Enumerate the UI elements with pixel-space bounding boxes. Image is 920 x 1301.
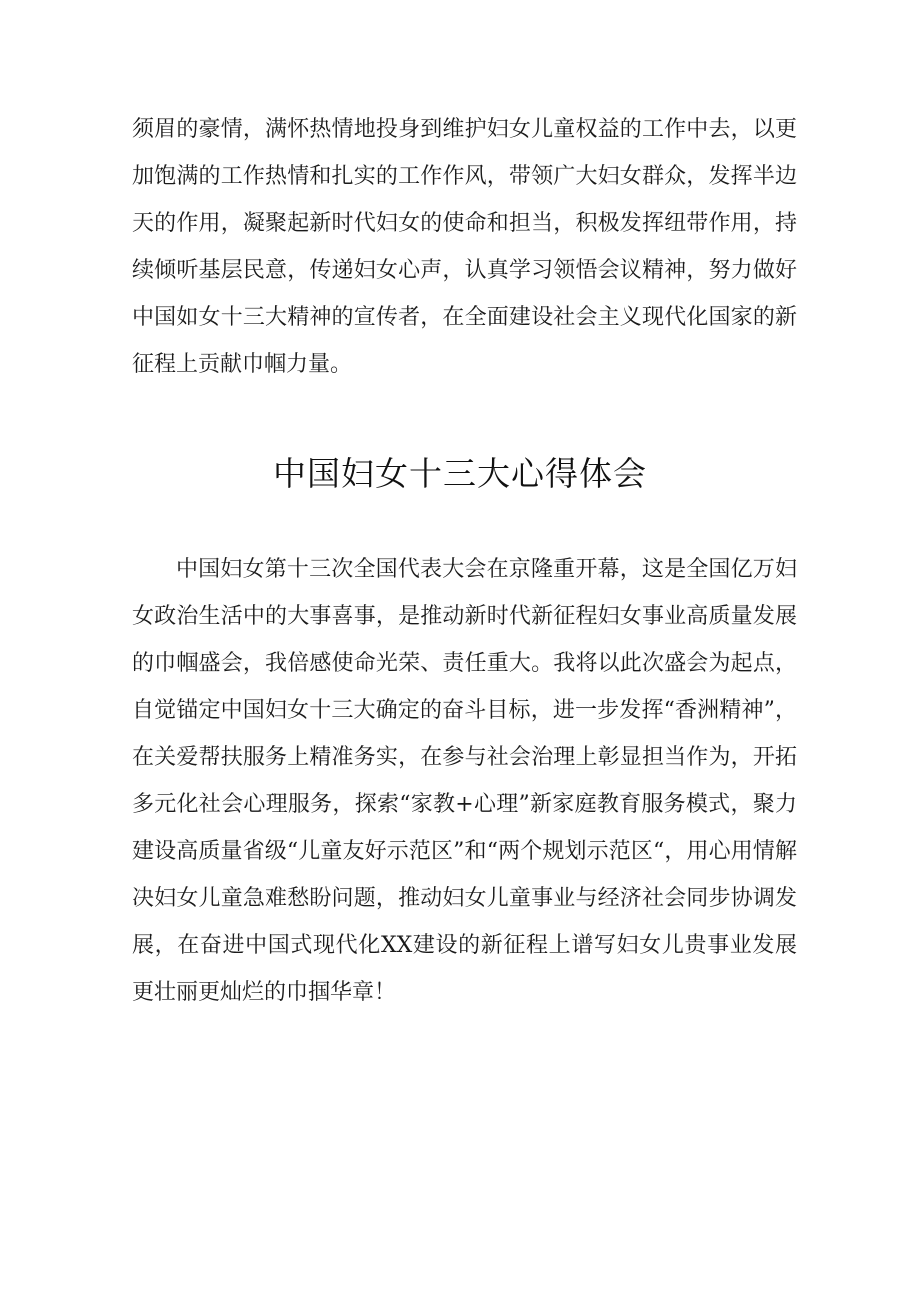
continuation-text-block <box>132 106 797 388</box>
continuation-paragraph: 须眉的豪情，满怀热情地投身到维护妇女儿童权益的工作中去，以更加饱满的工作热情和扎实的工作作风，带领广大妇女群众，发挥半边天的作用，凝聚起新时代妇女的使命和担当，积极发挥纽带作用，持续倾听基层民意，传递妇女心声，认真学习领悟会议精神，努力做好中国如女十三大精神的宣传者，在全面建设社会主义现代化国家的新征程上贡献巾帼力量。 <box>132 117 797 377</box>
page-title: 中国妇女十三大心得体会 <box>273 454 647 493</box>
body-paragraph: 中国妇女第十三次全国代表大会在京隆重开幕，这是全国亿万妇女政治生活中的大事喜事，是推动新时代新征程妇女事业高质量发展的巾帼盛会，我倍感使命光荣、责任重大。我将以此次盛会为起点，自觉锚定中国妇女十三大确定的奋斗目标，进一步发挥“香洲精神”，在关爱帮扶服务上精准务实，在参与社会治理上彰显担当作为，开拓多元化社会心理服务，探索“家教+心理”新家庭教育服务模式，聚力建设高质量省级“儿童友好示范区”和“两个规划示范区“，用心用情解决妇女儿童急难愁盼问题，推动妇女儿童事业与经济社会同步协调发展，在奋进中国式现代化XX建设的新征程上谱写妇女儿贵事业发展更壮丽更灿烂的巾掴华章！ <box>132 557 797 1005</box>
body-text-block <box>132 546 797 1016</box>
